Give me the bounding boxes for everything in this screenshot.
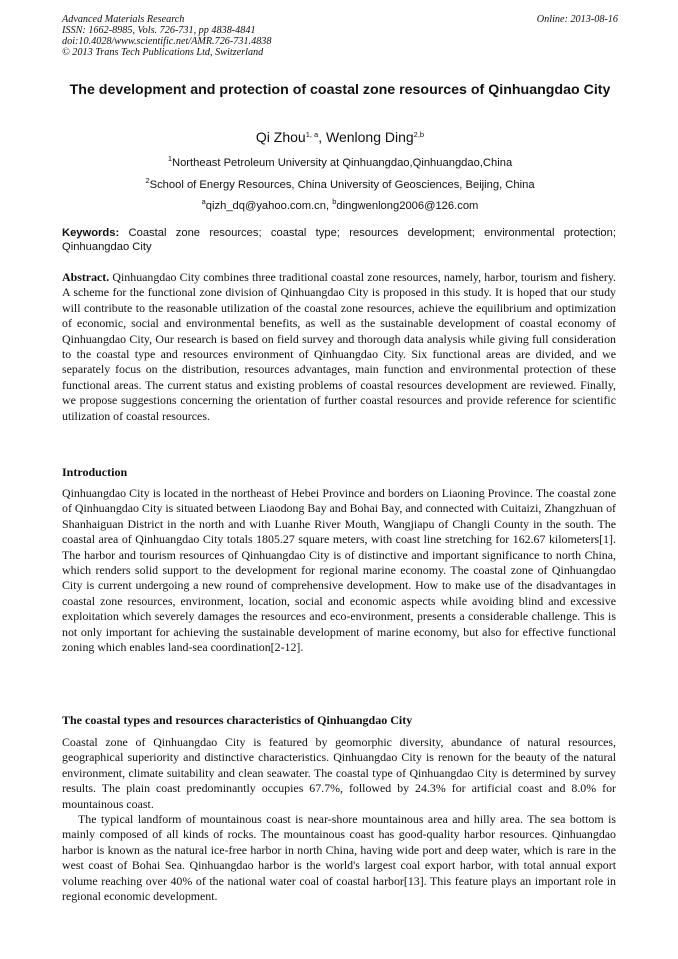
email-superscript: a xyxy=(201,197,206,206)
journal-header xyxy=(62,14,618,58)
email-superscript: b xyxy=(332,197,337,206)
email-address: dingwenlong2006@126.com xyxy=(336,200,479,212)
introduction-heading: Introduction xyxy=(62,465,128,479)
email-address: qizh_dq@yahoo.com.cn, xyxy=(205,200,333,212)
email-line xyxy=(62,199,618,213)
affiliation-superscript: 1 xyxy=(167,154,172,163)
journal-name: Advanced Materials Research xyxy=(62,14,185,25)
author-name: Wenlong Ding xyxy=(325,129,414,145)
paper-title: The development and protection of coastal zone resources of Qinhuangdao City xyxy=(69,82,611,98)
author-superscript: 1, a xyxy=(305,130,319,139)
copyright-line: © 2013 Trans Tech Publications Ltd, Switzerland xyxy=(62,47,264,58)
introduction-paragraph: Qinhuangdao City is located in the northeast of Hebei Province and borders on Liaoning Province. The coastal zone of Qinhuangdao City is situated between Liaodong Bay and Bohai Bay, and connected with Cuitaizi, Zhangzhuan of Shanhaiguan District in the north and with Luanhe River Mouth, Wangjiapu of Changli County in the south. The coastal area of Qinhuangdao City totals 1805.27 square meters, with coast line stretching for 162.67 kilometers[1]. The harbor and tourism resources of Qinhuangdao City is of distinctive and important significance to north China, which renders solid support to the development for regional marine economy. The coastal zone of Qinhuangdao City is current undergoing a new round of comprehensive development. How to make use of the disadvantages in coastal zone resources, environment, location, social and economic aspects while avoiding blind and excessive exploitation which severely damages the resources and eco-environment, presents a considerable challenge. This is not only important for achieving the sustainable development of marine economy, but also for effective functional zoning which enables land-sea coordination[2-12]. xyxy=(62,486,616,655)
abstract-paragraph xyxy=(62,270,616,424)
affiliation-superscript: 2 xyxy=(145,176,150,185)
keywords xyxy=(62,226,616,254)
issn-line: ISSN: 1662-8985, Vols. 726-731, pp 4838-4841 xyxy=(62,25,256,36)
affiliation-line xyxy=(62,178,618,192)
author-separator: , xyxy=(318,129,326,145)
affiliation-line xyxy=(62,156,618,170)
keywords-label: Keywords: xyxy=(62,227,120,239)
author-name: Qi Zhou xyxy=(255,129,306,145)
online-date: Online: 2013-08-16 xyxy=(536,14,618,25)
section-heading: The coastal types and resources characteristics of Qinhuangdao City xyxy=(62,713,413,727)
doi-line: doi:10.4028/www.scientific.net/AMR.726-731.4838 xyxy=(62,36,272,47)
abstract-text: Qinhuangdao City combines three traditional coastal zone resources, namely, harbor, tourism and fishery. A scheme for the functional zone division of Qinhuangdao City is proposed in this study. It is hoped that our study will contribute to the reasonable utilization of the coastal zone resources, achieve the equilibrium and optimization of economic, social and environmental benefits, as well as the sustainable development of coastal economy of Qinhuangdao City, Our research is based on field survey and thorough data analysis while giving full consideration to the coastal type and resources environment of Qinhuangdao City. Six functional areas are divided, and we separately focus on the distribution, resources advantages, main function and environmental protection of these functional areas. The current status and existing problems of coastal resources development are reviewed. Finally, we propose suggestions concerning the orientation of further coastal resources and provide reference for scientific utilization of coastal resources. xyxy=(62,270,616,423)
abstract-label: Abstract. xyxy=(62,270,110,284)
section-paragraph: Coastal zone of Qinhuangdao City is featured by geomorphic diversity, abundance of natural resources, geographical superiority and distinctive characteristics. Qinhuangdao City is renown for the beauty of the natural environment, climate suitability and clean seawater. The coastal type of Qinhuangdao City is determined by survey results. The plain coast predominantly occupies 67.7%, followed by 24.3% for artificial coast and 8.0% for mountainous coast. xyxy=(62,735,616,811)
affiliation-text: Northeast Petroleum University at Qinhuangdao,Qinhuangdao,China xyxy=(171,157,513,169)
section-paragraph: The typical landform of mountainous coast is near-shore mountainous area and hilly area. The sea bottom is mainly composed of all kinds of rocks. The mountainous coast has good-quality harbor resources. Qinhuangdao harbor is known as the natural ice-free harbor in north China, having wide port and deep water, which is rare in the west coast of Bohai Sea. Qinhuangdao harbor is the world's largest coal export harbor, with total annual export volume reaching over 40% of the national water coal of coastal harbor[13]. This feature plays an important role in regional economic development. xyxy=(62,812,616,904)
keywords-text: Coastal zone resources; coastal type; resources development; environmental protection; Qinhuangdao City xyxy=(62,227,616,253)
affiliation-text: School of Energy Resources, China University of Geosciences, Beijing, China xyxy=(149,179,535,191)
author-line xyxy=(62,128,618,146)
author-superscript: 2,b xyxy=(413,130,425,139)
